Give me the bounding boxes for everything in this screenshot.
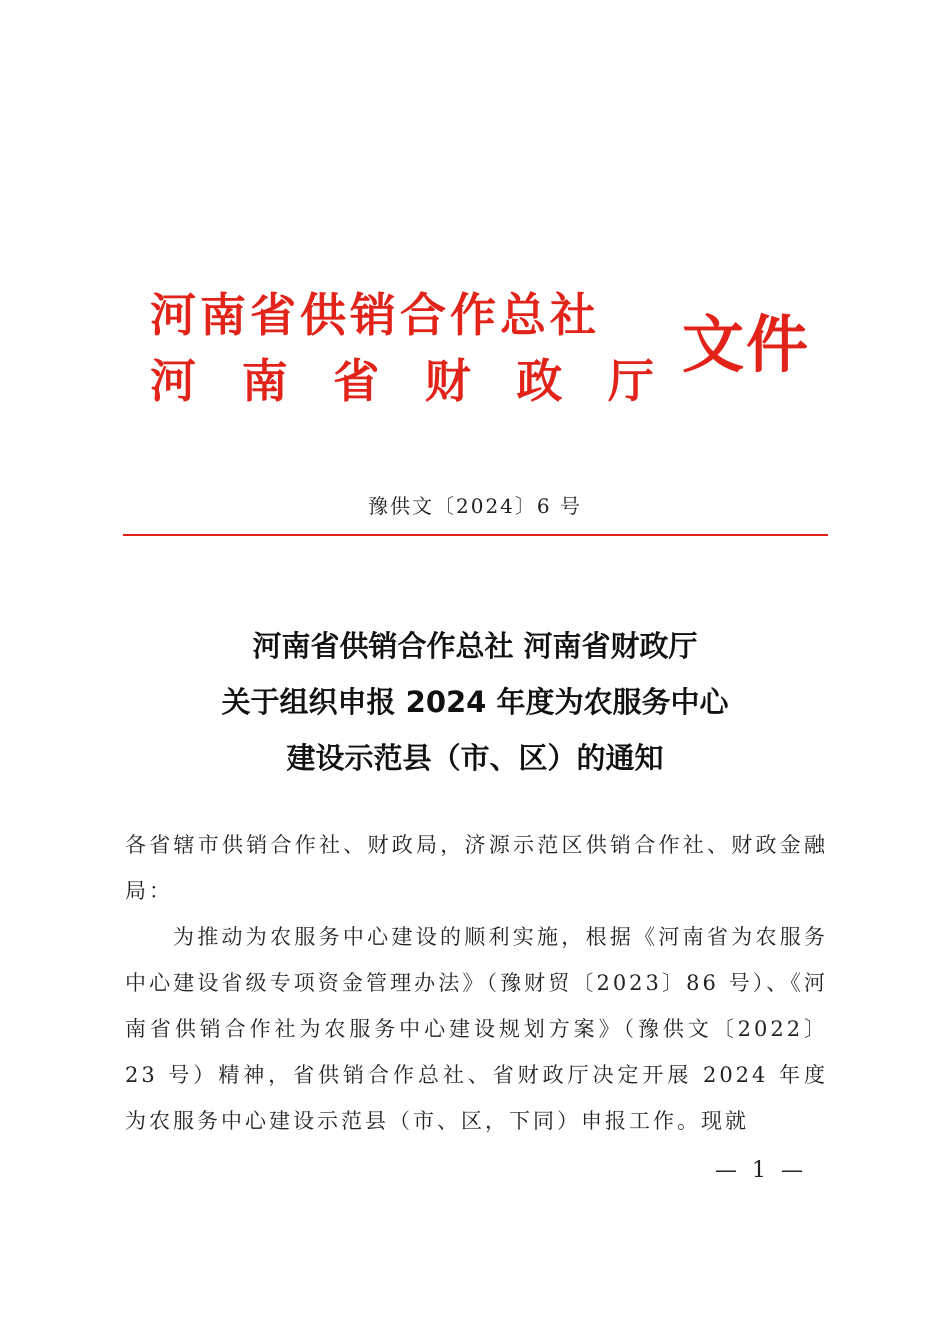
page-number: — 1 —	[715, 1158, 807, 1183]
title-line-1: 河南省供销合作总社 河南省财政厅	[252, 629, 698, 663]
document-body	[125, 822, 828, 1144]
org-char: 政	[516, 354, 563, 408]
title-line-2: 关于组织申报 2024 年度为农服务中心	[221, 685, 729, 719]
org-char: 财	[424, 354, 471, 408]
org-char: 省	[333, 354, 380, 408]
document-title	[0, 618, 950, 786]
body-paragraph: 为推动为农服务中心建设的顺利实施，根据《河南省为农服务中心建设省级专项资金管理办法》（豫财贸〔2023〕86 号）、《河南省供销合作社为农服务中心建设规划方案》（豫供文〔2022〕23 号）精神，省供销合作总社、省财政厅决定开展 2024 年度为农服务中心建设示范县（市、区，下同）申报工作。现就	[125, 925, 828, 1133]
org-char: 南	[241, 354, 288, 408]
title-line-3: 建设示范县（市、区）的通知	[286, 741, 664, 775]
salutation: 各省辖市供销合作社、财政局，济源示范区供销合作社、财政金融局：	[125, 833, 828, 903]
org-char: 厅	[607, 354, 654, 408]
org-char: 河	[150, 354, 196, 408]
issuing-organizations	[150, 282, 660, 414]
document-type-label: 文件	[682, 308, 811, 381]
red-divider-line	[123, 534, 828, 536]
org-supply-cooperative: 河南省供销合作总社	[150, 288, 600, 342]
org-finance-department	[150, 348, 654, 414]
document-number: 豫供文〔2024〕6 号	[368, 494, 582, 518]
